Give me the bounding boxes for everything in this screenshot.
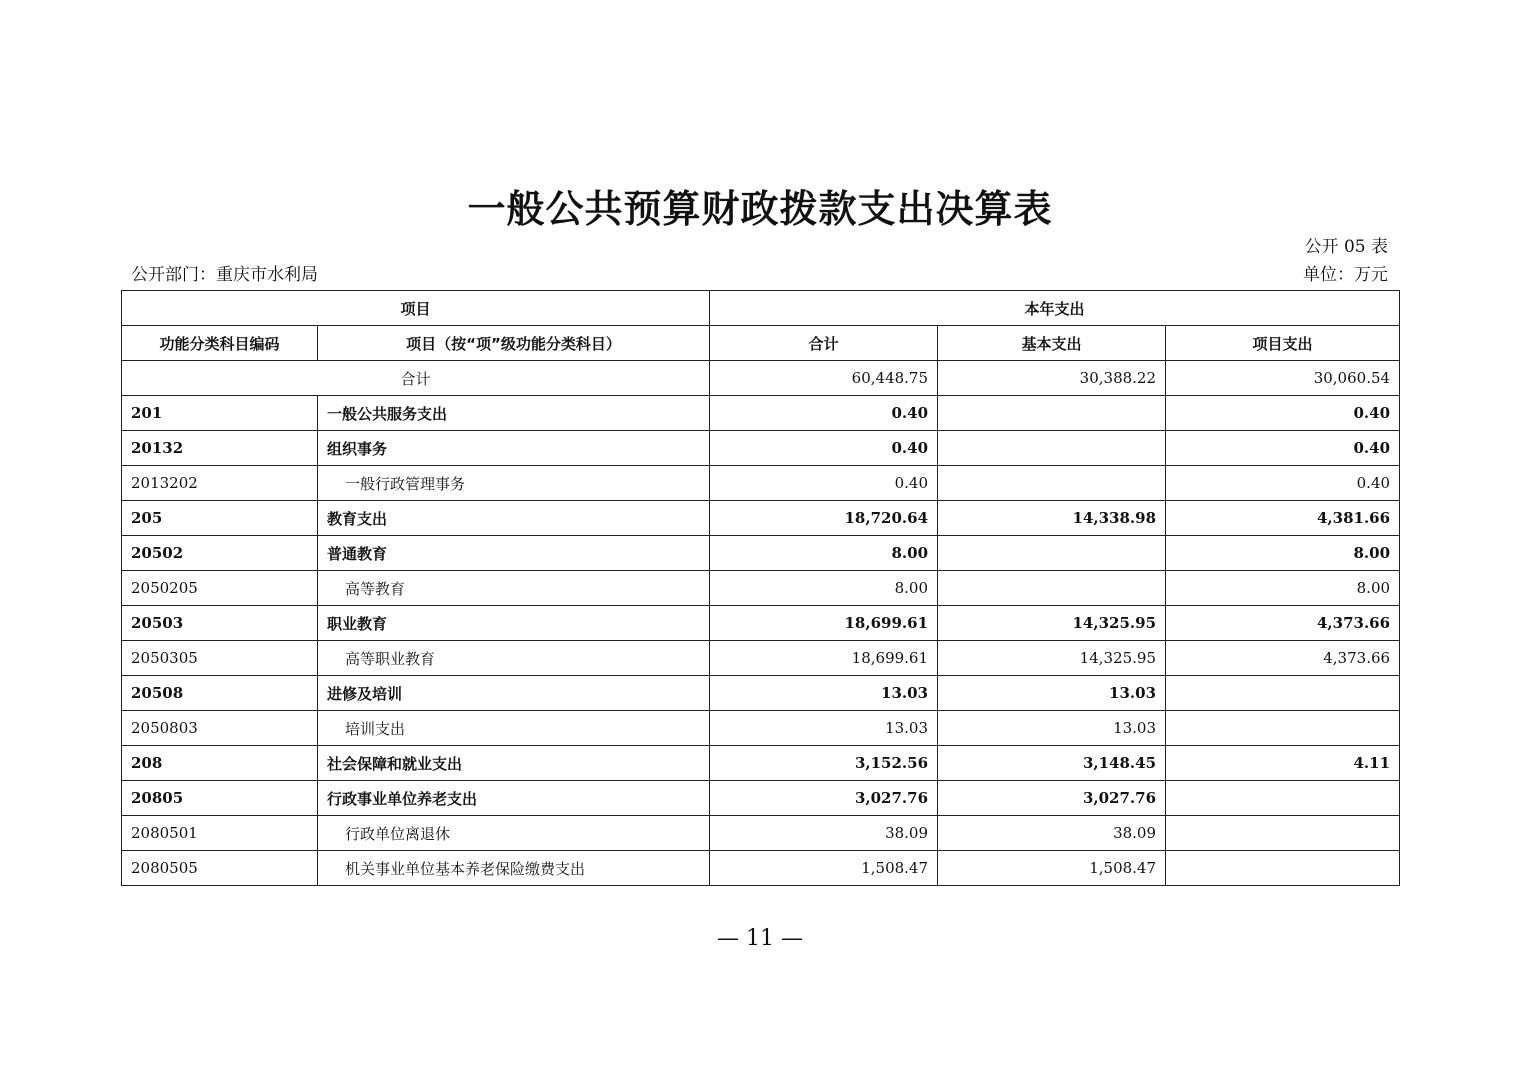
row-total: 0.40 [710, 466, 938, 501]
row-name: 一般行政管理事务 [318, 466, 710, 501]
row-code: 201 [122, 396, 318, 431]
table-row [122, 431, 1400, 466]
row-total: 38.09 [710, 816, 938, 851]
row-code: 2050305 [122, 641, 318, 676]
row-basic: 38.09 [938, 816, 1166, 851]
row-basic [938, 571, 1166, 606]
row-project: 4,373.66 [1166, 641, 1400, 676]
row-project [1166, 851, 1400, 886]
row-basic [938, 396, 1166, 431]
row-project: 0.40 [1166, 431, 1400, 466]
row-code: 20503 [122, 606, 318, 641]
row-total: 8.00 [710, 536, 938, 571]
row-name: 机关事业单位基本养老保险缴费支出 [318, 851, 710, 886]
department-label: 公开部门：重庆市水利局 [131, 265, 318, 285]
table-row [122, 746, 1400, 781]
row-name: 教育支出 [318, 501, 710, 536]
row-project [1166, 781, 1400, 816]
row-code: 20502 [122, 536, 318, 571]
row-total: 0.40 [710, 396, 938, 431]
row-code: 20805 [122, 781, 318, 816]
row-total: 13.03 [710, 711, 938, 746]
row-name: 社会保障和就业支出 [318, 746, 710, 781]
table-row [122, 606, 1400, 641]
unit-label: 单位：万元 [1303, 265, 1388, 285]
row-basic [938, 431, 1166, 466]
row-name: 进修及培训 [318, 676, 710, 711]
table-row [122, 816, 1400, 851]
row-total: 3,152.56 [710, 746, 938, 781]
row-total: 0.40 [710, 431, 938, 466]
row-code: 2050803 [122, 711, 318, 746]
row-code: 2080501 [122, 816, 318, 851]
row-total: 1,508.47 [710, 851, 938, 886]
row-code: 2050205 [122, 571, 318, 606]
header-column-row [122, 326, 1400, 361]
row-project: 8.00 [1166, 571, 1400, 606]
row-name: 培训支出 [318, 711, 710, 746]
row-project [1166, 711, 1400, 746]
row-project: 8.00 [1166, 536, 1400, 571]
total-row-project: 30,060.54 [1166, 361, 1400, 396]
row-code: 205 [122, 501, 318, 536]
row-basic [938, 536, 1166, 571]
row-project [1166, 676, 1400, 711]
row-code: 208 [122, 746, 318, 781]
header-basic: 基本支出 [938, 326, 1166, 361]
total-row-total: 60,448.75 [710, 361, 938, 396]
table-row [122, 396, 1400, 431]
table-row [122, 781, 1400, 816]
table-body [122, 361, 1400, 886]
table-row [122, 676, 1400, 711]
row-name: 一般公共服务支出 [318, 396, 710, 431]
row-basic: 14,325.95 [938, 606, 1166, 641]
row-name: 行政单位离退休 [318, 816, 710, 851]
header-item-group: 项目 [122, 291, 710, 326]
table-row [122, 571, 1400, 606]
total-row-label: 合计 [122, 361, 710, 396]
header-expense-group: 本年支出 [710, 291, 1400, 326]
table-row [122, 501, 1400, 536]
row-basic: 3,027.76 [938, 781, 1166, 816]
row-name: 行政事业单位养老支出 [318, 781, 710, 816]
row-total: 18,699.61 [710, 641, 938, 676]
row-name: 普通教育 [318, 536, 710, 571]
row-code: 2080505 [122, 851, 318, 886]
header-total: 合计 [710, 326, 938, 361]
row-project: 4,373.66 [1166, 606, 1400, 641]
row-name: 高等职业教育 [318, 641, 710, 676]
row-total: 3,027.76 [710, 781, 938, 816]
row-name: 职业教育 [318, 606, 710, 641]
table-code: 公开 05 表 [1304, 237, 1388, 257]
budget-table [121, 290, 1400, 886]
table-row [122, 466, 1400, 501]
row-basic: 13.03 [938, 676, 1166, 711]
row-name: 高等教育 [318, 571, 710, 606]
row-total: 18,699.61 [710, 606, 938, 641]
total-row-basic: 30,388.22 [938, 361, 1166, 396]
row-basic: 3,148.45 [938, 746, 1166, 781]
row-code: 20508 [122, 676, 318, 711]
row-basic: 14,325.95 [938, 641, 1166, 676]
row-name: 组织事务 [318, 431, 710, 466]
table-row [122, 711, 1400, 746]
row-basic: 1,508.47 [938, 851, 1166, 886]
row-project: 4,381.66 [1166, 501, 1400, 536]
total-row [122, 361, 1400, 396]
table-row [122, 536, 1400, 571]
row-basic [938, 466, 1166, 501]
row-basic: 13.03 [938, 711, 1166, 746]
row-project: 0.40 [1166, 466, 1400, 501]
header-name: 项目（按“项”级功能分类科目） [318, 326, 710, 361]
document-title: 一般公共预算财政拨款支出决算表 [467, 186, 1053, 231]
row-code: 20132 [122, 431, 318, 466]
row-code: 2013202 [122, 466, 318, 501]
row-project: 0.40 [1166, 396, 1400, 431]
table-row [122, 851, 1400, 886]
row-project: 4.11 [1166, 746, 1400, 781]
row-basic: 14,338.98 [938, 501, 1166, 536]
header-code: 功能分类科目编码 [122, 326, 318, 361]
row-total: 18,720.64 [710, 501, 938, 536]
row-total: 8.00 [710, 571, 938, 606]
header-group-row [122, 291, 1400, 326]
table-row [122, 641, 1400, 676]
row-total: 13.03 [710, 676, 938, 711]
row-project [1166, 816, 1400, 851]
header-project: 项目支出 [1166, 326, 1400, 361]
page-number: — 11 — [717, 926, 803, 951]
